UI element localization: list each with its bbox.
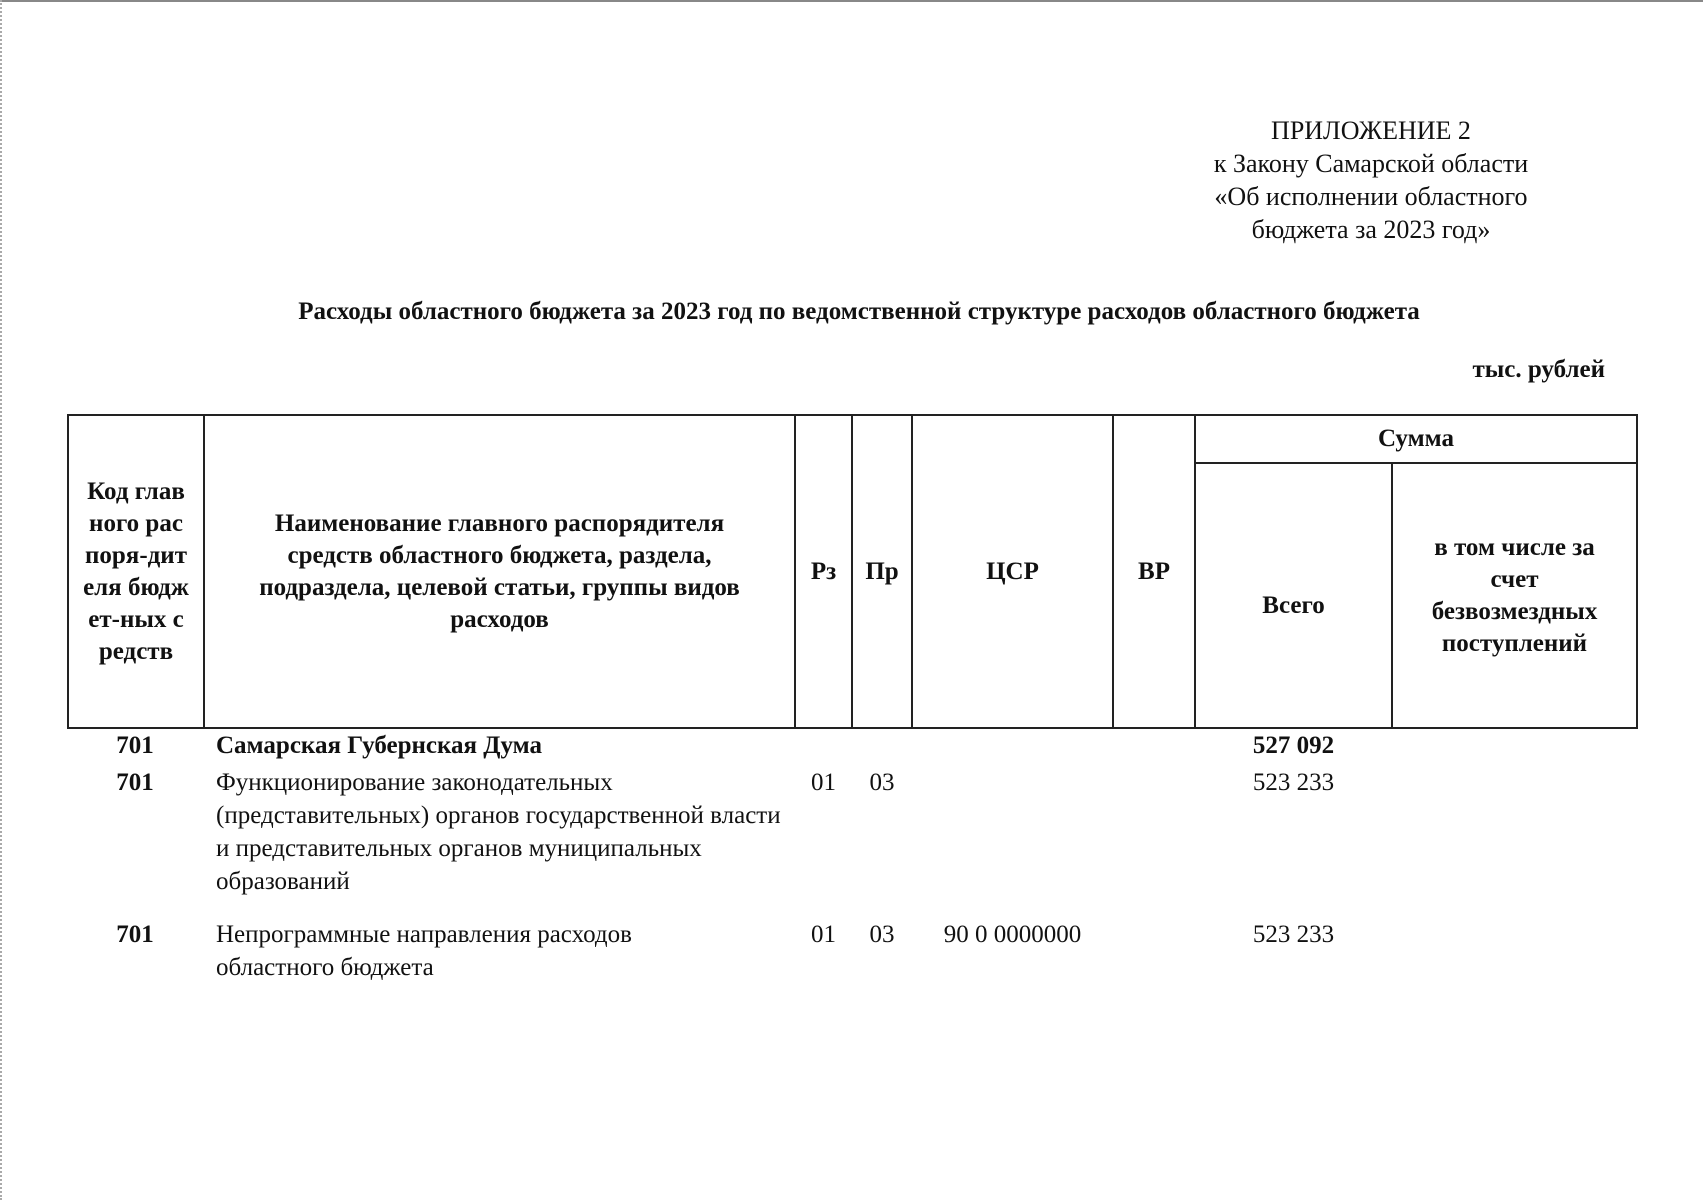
row-name: Функционирование законодательных (представительных) органов государственной власти и представительных органов муниципальных образований (216, 769, 781, 895)
row-pr: 03 (869, 769, 895, 796)
header-code: Код главного распоря-дителя бюджет-ных средств (83, 477, 189, 665)
row-code: 701 (116, 769, 154, 796)
row-total: 527 092 (1252, 732, 1335, 759)
col-line (1636, 414, 1638, 727)
header-rz: Рз (810, 557, 837, 585)
scan-edge-left (0, 0, 5, 1200)
row-rz: 01 (811, 769, 836, 796)
header-name: Наименование главного распорядителя средств областного бюджета, раздела, подраздела, целевой статьи, группы видов расходов (259, 509, 740, 633)
document-title: Расходы областного бюджета за 2023 год по ведомственной структуре расходов областного бюджета (298, 298, 1420, 325)
row-name: Непрограммные направления расходов областного бюджета (216, 921, 632, 981)
appendix-header (1191, 114, 1551, 246)
row-total: 523 233 (1252, 921, 1335, 948)
header-pr: Пр (865, 557, 899, 585)
appendix-line: бюджета за 2023 год» (1251, 215, 1491, 244)
units-label: тыс. рублей (1472, 356, 1605, 383)
scan-edge-top (0, 0, 1703, 2)
row-pr: 03 (869, 921, 895, 948)
row-code: 701 (116, 732, 154, 759)
row-rz: 01 (811, 921, 836, 948)
appendix-line: к Закону Самарской области (1213, 149, 1529, 178)
row-total: 523 233 (1252, 769, 1335, 796)
header-total: Всего (1262, 591, 1325, 619)
header-csr: ЦСР (986, 557, 1039, 585)
appendix-line: «Об исполнении областного (1214, 182, 1528, 211)
header-vr: ВР (1138, 557, 1170, 585)
row-csr: 90 0 0000000 (943, 921, 1082, 948)
header-sum: Сумма (1378, 425, 1454, 452)
header-gratuitous: в том числе за счет безвозмездных поступлений (1431, 533, 1598, 657)
appendix-line: ПРИЛОЖЕНИЕ 2 (1271, 116, 1471, 145)
row-code: 701 (116, 921, 154, 948)
row-name: Самарская Губернская Дума (216, 732, 543, 759)
